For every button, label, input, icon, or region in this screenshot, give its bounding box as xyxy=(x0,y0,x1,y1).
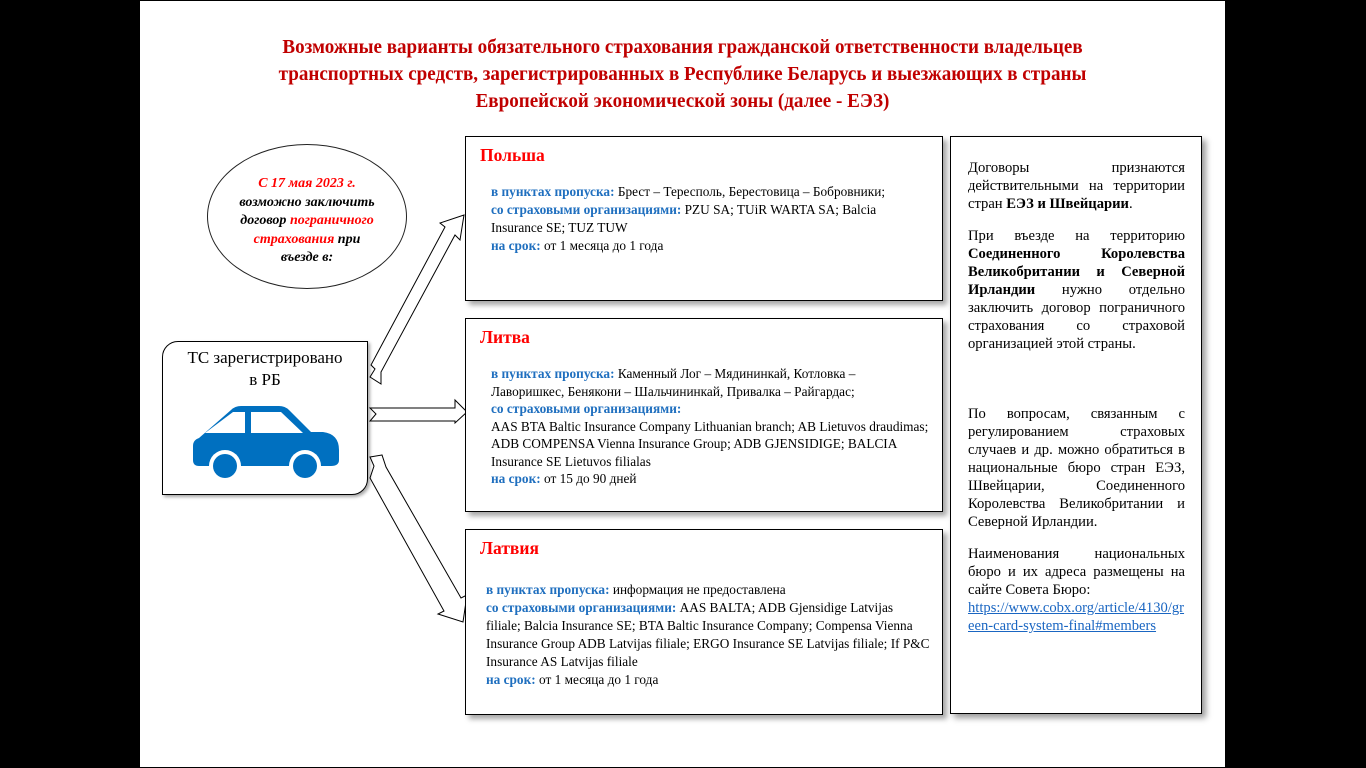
slide xyxy=(140,1,1225,767)
country-details xyxy=(491,365,930,488)
title-line-2: транспортных средств, зарегистрированных в Республике Беларусь и выезжающих в страны xyxy=(278,63,1087,85)
arrow-to-latvia xyxy=(370,455,467,622)
term-label: на срок: xyxy=(491,238,541,253)
spacer xyxy=(968,367,1185,405)
title-line-3: Европейской экономической зоны (далее - ЕЭЗ) xyxy=(475,90,890,112)
country-details xyxy=(486,581,930,689)
car-icon xyxy=(193,404,341,480)
checkpoints xyxy=(491,365,930,400)
info-panel xyxy=(950,136,1202,714)
info-paragraph-3: По вопросам, связанным с регулированием страховых случаев и др. можно обратиться в национальные бюро стран ЕЭЗ, Швейцарии, Соединенного Королевства Великобритании и Северной Ирландии. xyxy=(968,406,1185,530)
term-value: от 1 месяца до 1 года xyxy=(535,672,659,687)
checkpoints-value: Каменный Лог – Мядининкай, Котловка – Лаворишкес, Бенякони – Шальчининкай, Привалка – Райгардас; xyxy=(491,366,856,399)
oval-date: С 17 мая 2023 г. xyxy=(258,176,356,191)
term xyxy=(491,237,930,255)
country-box-latvia xyxy=(465,529,943,715)
term xyxy=(491,470,930,488)
insurers xyxy=(486,599,930,671)
country-name: Латвия xyxy=(480,538,539,558)
title-line-1: Возможные варианты обязательного страхования гражданской ответственности владельцев xyxy=(282,36,1083,58)
checkpoints xyxy=(491,183,930,201)
insurers-label: со страховыми организациями: xyxy=(491,202,682,217)
checkpoints xyxy=(486,581,930,599)
checkpoints-label: в пунктах пропуска: xyxy=(491,184,615,199)
checkpoints-value: информация не предоставлена xyxy=(609,582,786,597)
vehicle-line-2: в РБ xyxy=(249,370,281,389)
checkpoints-label: в пунктах пропуска: xyxy=(491,366,615,381)
vehicle-box xyxy=(162,341,368,495)
insurers-value: AAS BTA Baltic Insurance Company Lithuanian branch; AB Lietuvos draudimas; ADB COMPENSA Vienna Insurance Group; ADB GJENSIDIGE; BALCIA Insurance SE Lietuvos filialas xyxy=(491,418,929,469)
term xyxy=(486,671,930,689)
term-value: от 15 до 90 дней xyxy=(540,471,637,486)
arrow-to-poland xyxy=(370,215,464,384)
info-text: нужно отдельно заключить договор пограничного страхования со страховой организацией этой страны. xyxy=(968,282,1185,352)
insurers-label: со страховыми организациями: xyxy=(486,600,677,615)
cobx-link[interactable]: https://www.cobx.org/article/4130/green-card-system-final#members xyxy=(968,600,1185,634)
term-label: на срок: xyxy=(491,471,541,486)
oval-highlight: страхования xyxy=(253,231,335,247)
checkpoints-label: в пунктах пропуска: xyxy=(486,582,610,597)
insurers-label: со страховыми организациями: xyxy=(491,401,682,416)
oval-highlight: пограничного xyxy=(289,213,374,228)
vehicle-line-1: ТС зарегистрировано xyxy=(187,348,343,367)
country-name: Литва xyxy=(480,327,530,347)
country-box-poland xyxy=(465,136,943,301)
insurers xyxy=(491,201,930,237)
oval-text: при xyxy=(334,231,361,247)
info-paragraph-1 xyxy=(968,159,1185,213)
oval-line-5: въезде в: xyxy=(280,250,334,265)
info-text: При въезде на территорию xyxy=(968,228,1185,244)
insurers-value: AAS BALTA; ADB Gjensidige Latvijas filiale; Balcia Insurance SE; BTA Baltic Insurance Company; Compensa Vienna Insurance Group ADB Latvijas filiale; ERGO Insurance SE Latvijas filiale; If P&C Insurance AS Latvijas filiale xyxy=(486,600,930,669)
info-paragraph-2 xyxy=(968,227,1185,353)
oval-text: договор xyxy=(240,213,290,228)
term-label: на срок: xyxy=(486,672,536,687)
checkpoints-value: Брест – Тересполь, Берестовица – Бобровники; xyxy=(614,184,886,199)
info-text: Договоры признаются действительными на территории стран xyxy=(968,160,1185,212)
insurers-value: PZU SA; TUiR WARTA SA; Balcia Insurance SE; TUZ TUW xyxy=(491,202,877,235)
info-bold: ЕЭЗ и Швейцарии xyxy=(1006,196,1129,212)
country-box-lithuania xyxy=(465,318,943,512)
term-value: от 1 месяца до 1 года xyxy=(540,238,664,253)
info-text: . xyxy=(1128,196,1133,212)
country-details xyxy=(491,183,930,255)
info-bold: Соединенного Королевства Великобритании и Северной Ирландии xyxy=(968,246,1185,298)
info-paragraph-4: Наименования национальных бюро и их адреса размещены на сайте Совета Бюро: xyxy=(968,546,1185,598)
country-name: Польша xyxy=(480,145,545,165)
oval-line-2: возможно заключить xyxy=(239,194,375,210)
arrow-to-lithuania xyxy=(370,400,467,423)
